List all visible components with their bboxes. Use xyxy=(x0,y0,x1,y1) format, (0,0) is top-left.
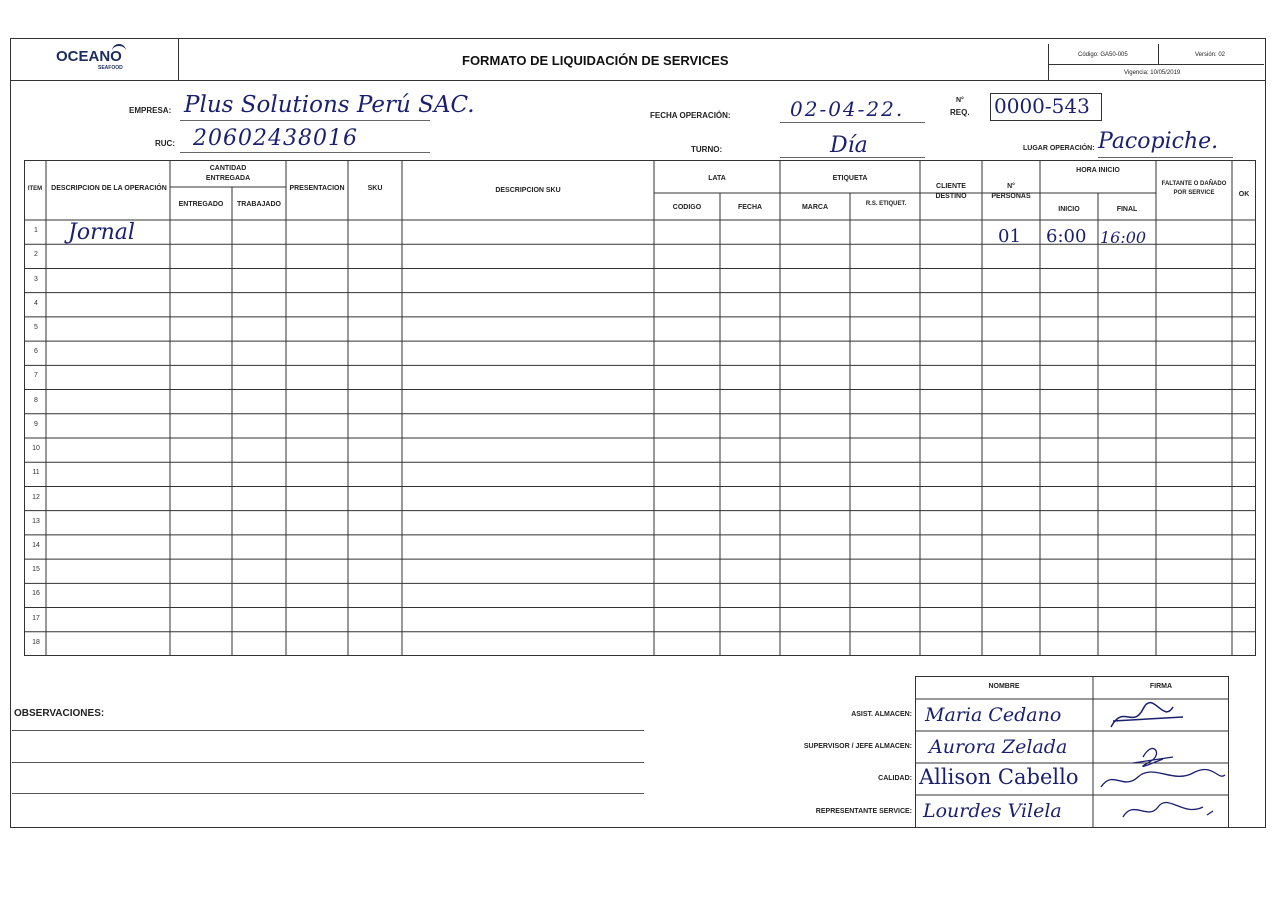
turno-value: Día xyxy=(830,133,868,158)
col-entregado-header: ENTREGADO xyxy=(178,201,224,208)
observaciones-label: OBSERVACIONES: xyxy=(14,708,105,719)
row1-hora-inicio: 6:00 xyxy=(1046,226,1087,247)
form-title: FORMATO DE LIQUIDACIÓN DE SERVICES xyxy=(462,53,729,68)
observaciones-line xyxy=(12,730,644,731)
row-number: 11 xyxy=(32,469,40,477)
col-final-header: FINAL xyxy=(1116,206,1138,213)
req-value: 0000-543 xyxy=(994,94,1090,118)
header-bottom-line xyxy=(10,80,1265,81)
lugar-operacion-value: Pacopiche. xyxy=(1098,129,1219,154)
row-number: 9 xyxy=(34,420,38,428)
col-sku-header: SKU xyxy=(367,185,383,192)
row-number: 5 xyxy=(34,324,38,331)
supervisor-name: Aurora Zelada xyxy=(929,736,1068,758)
observaciones-line xyxy=(12,793,644,794)
asist-almacen-label: ASIST. ALMACEN: xyxy=(851,711,912,718)
fecha-operacion-label: FECHA OPERACIÓN: xyxy=(650,111,731,120)
logo-text: OCEANO xyxy=(56,48,122,65)
supervisor-label: SUPERVISOR / JEFE ALMACEN: xyxy=(803,743,912,750)
ruc-label: RUC: xyxy=(155,139,175,148)
row1-description: Jornal xyxy=(68,220,135,245)
signature-4 xyxy=(1123,802,1213,817)
ruc-value: 20602438016 xyxy=(193,126,358,151)
row-number: 16 xyxy=(32,590,40,598)
lugar-operacion-label: LUGAR OPERACIÓN: xyxy=(1023,145,1095,152)
col-desc-sku-header: DESCRIPCION SKU xyxy=(495,187,561,194)
col-lata-header: LATA xyxy=(708,175,726,182)
signature-marks xyxy=(1093,699,1229,827)
observaciones-line xyxy=(12,762,644,763)
col-trabajado-header: TRABAJADO xyxy=(237,201,281,208)
col-fecha-header: FECHA xyxy=(737,204,763,211)
header-divider xyxy=(178,38,179,80)
col-codigo-header: CODIGO xyxy=(672,204,702,211)
col-etiqueta-header: ETIQUETA xyxy=(832,175,868,182)
empresa-value: Plus Solutions Perú SAC. xyxy=(184,92,475,118)
row-number: 18 xyxy=(32,638,40,646)
col-rs-header: R.S. ETIQUET. xyxy=(865,201,907,207)
row-number: 14 xyxy=(32,542,40,549)
signatures-table xyxy=(915,676,1229,828)
col-cliente-header: CLIENTE DESTINO xyxy=(935,183,967,200)
header-divider xyxy=(1158,44,1159,64)
fecha-operacion-value: 02-04-22. xyxy=(790,97,905,121)
col-hora-header: HORA INICIO xyxy=(1076,167,1120,174)
col-item-header: ITEM xyxy=(27,186,43,192)
row-number: 12 xyxy=(32,493,40,501)
lugar-underline xyxy=(1098,157,1233,158)
turno-underline xyxy=(780,157,925,158)
row-number: 15 xyxy=(32,566,40,574)
empresa-label: EMPRESA: xyxy=(129,106,172,115)
document-code: Código: GA50-005 xyxy=(1078,52,1128,58)
operations-table xyxy=(24,160,1256,656)
row-number: 1 xyxy=(34,227,38,235)
col-marca-header: MARCA xyxy=(801,204,829,211)
row-number: 13 xyxy=(32,517,40,525)
col-desc-op-header: DESCRIPCION DE LA OPERACIÓN xyxy=(51,185,167,192)
document-version: Versión: 02 xyxy=(1195,52,1226,58)
signature-1 xyxy=(1111,703,1183,727)
col-cantidad-header: CANTIDAD ENTREGADA xyxy=(205,165,251,182)
row-number: 7 xyxy=(34,372,38,380)
turno-label: TURNO: xyxy=(691,145,723,154)
logo-wave-icon xyxy=(112,44,126,52)
row-number: 17 xyxy=(32,614,40,622)
representante-label: REPRESENTANTE SERVICE: xyxy=(815,808,912,815)
row1-personas: 01 xyxy=(998,226,1021,247)
row-number: 2 xyxy=(34,251,38,259)
row-number: 10 xyxy=(32,445,40,453)
col-inicio-header: INICIO xyxy=(1058,206,1080,213)
calidad-name: Allison Cabello xyxy=(919,765,1079,789)
company-logo xyxy=(40,44,150,74)
document-vigencia: Vigencia: 10/05/2019 xyxy=(1124,70,1181,76)
row-number: 3 xyxy=(34,275,38,283)
row1-hora-final: 16:00 xyxy=(1100,228,1147,247)
row-number: 6 xyxy=(34,348,38,356)
fecha-underline xyxy=(780,122,925,123)
asist-almacen-name: Maria Cedano xyxy=(925,704,1062,726)
calidad-label: CALIDAD: xyxy=(878,775,912,782)
header-divider xyxy=(1048,64,1264,65)
signature-3 xyxy=(1101,770,1225,787)
req-label: REQ. xyxy=(950,108,970,117)
signature-2 xyxy=(1133,748,1173,766)
header-divider xyxy=(1048,44,1049,80)
nombre-header: NOMBRE xyxy=(988,683,1020,690)
logo-subtext: SEAFOOD xyxy=(98,65,123,71)
col-ok-header: OK xyxy=(1238,191,1250,198)
row-number: 8 xyxy=(34,396,38,404)
row-number: 4 xyxy=(34,299,38,307)
representante-name: Lourdes Vilela xyxy=(923,800,1062,822)
req-label-n: N° xyxy=(956,97,964,104)
col-presentacion-header: PRESENTACION xyxy=(289,185,345,192)
empresa-underline xyxy=(180,120,430,121)
col-faltante-header: FALTANTE O DAÑADO POR SERVICE xyxy=(1161,181,1227,196)
ruc-underline xyxy=(180,152,430,153)
col-personas-header: N° PERSONAS xyxy=(991,183,1031,200)
firma-header: FIRMA xyxy=(1149,683,1173,690)
